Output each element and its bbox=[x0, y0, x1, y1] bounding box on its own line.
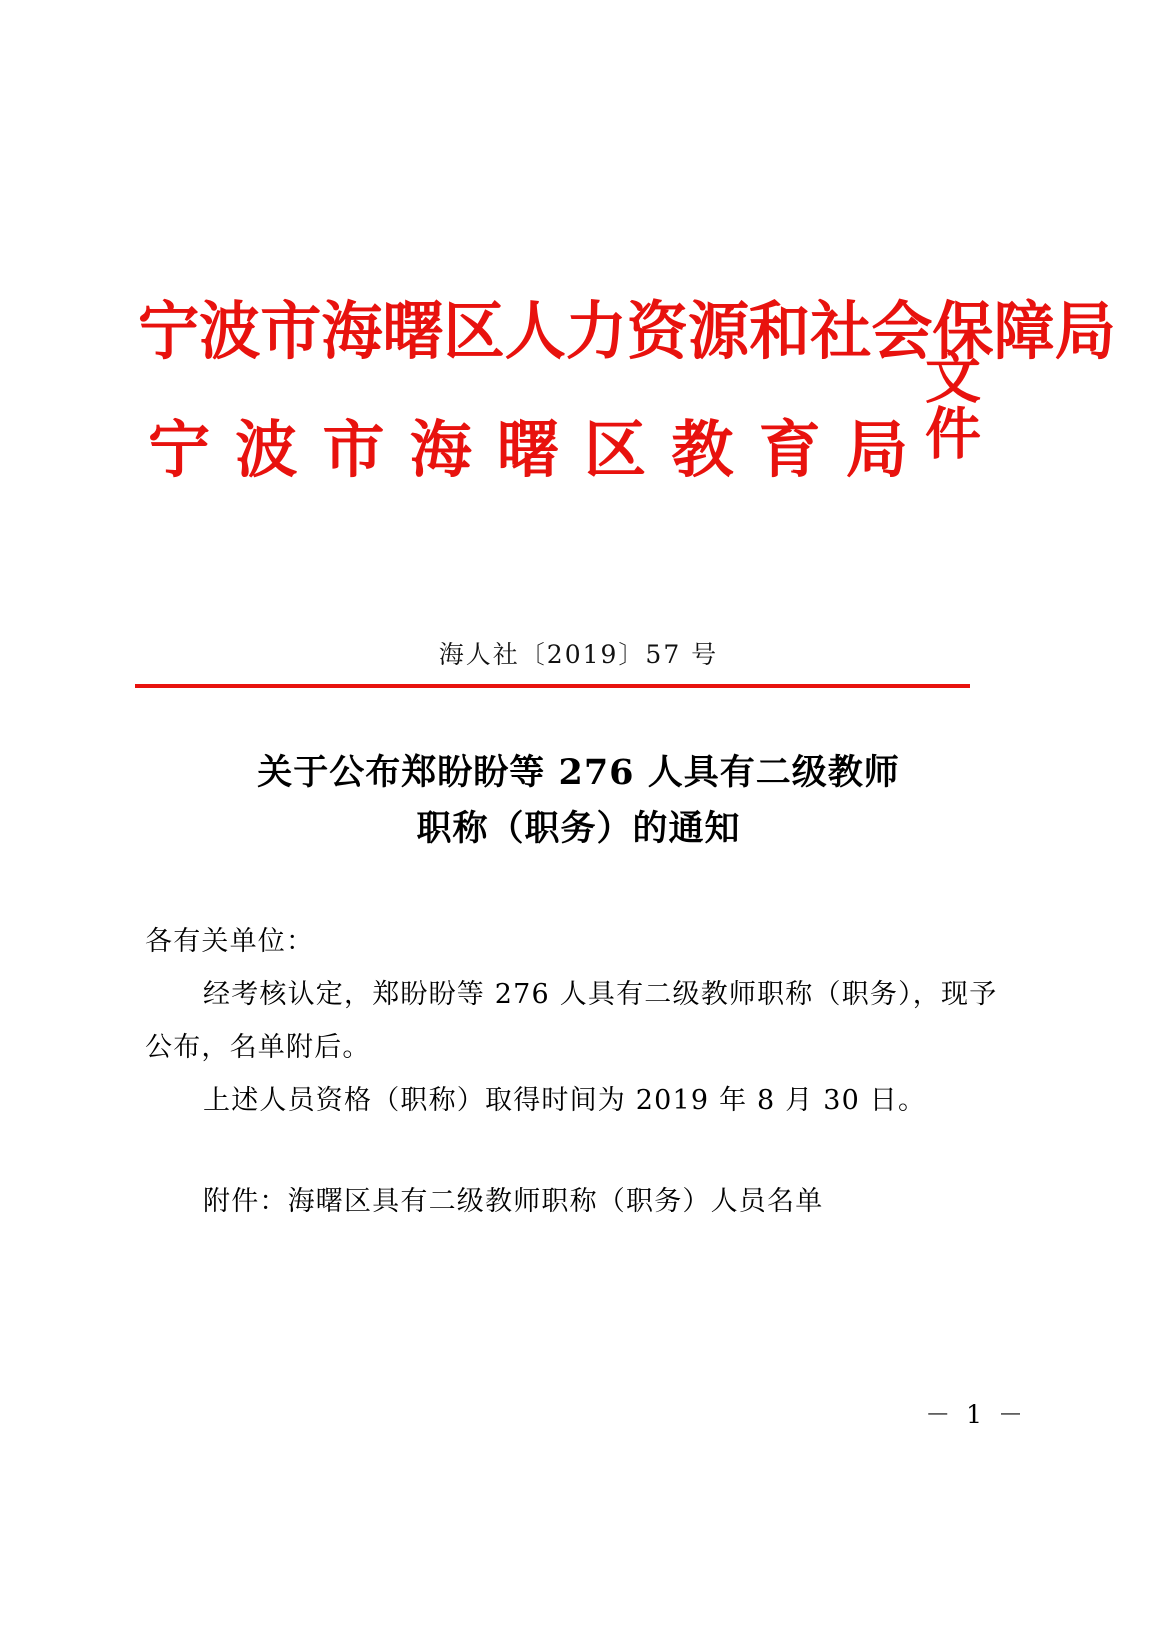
body-paragraph-2: 上述人员资格（职称）取得时间为 2019 年 8 月 30 日。 bbox=[203, 1085, 927, 1116]
org2-char-6: 教 bbox=[671, 413, 734, 486]
org2-char-8: 局 bbox=[845, 413, 908, 486]
issuing-org-line-1: 宁波市海曙区人力资源和社会保障局 bbox=[138, 294, 1116, 368]
document-word-label: 文件 bbox=[916, 348, 982, 460]
org2-char-0: 宁 bbox=[148, 413, 211, 486]
page-number: － 1 － bbox=[925, 1400, 1027, 1429]
org2-char-2: 市 bbox=[322, 413, 385, 486]
salutation: 各有关单位： bbox=[145, 926, 315, 957]
org2-char-4: 曙 bbox=[496, 413, 559, 486]
issuing-org-line-2 bbox=[148, 410, 908, 490]
page-title bbox=[130, 745, 1027, 857]
org2-char-7: 育 bbox=[758, 413, 821, 486]
org2-char-1: 波 bbox=[235, 413, 298, 486]
body-paragraph-1: 经考核认定，郑盼盼等 276 人具有二级教师职称（职务），现予公布，名单附后。 bbox=[145, 979, 998, 1063]
red-divider bbox=[135, 684, 970, 688]
document-number: 海人社〔2019〕57 号 bbox=[438, 640, 719, 669]
org2-char-5: 区 bbox=[584, 413, 647, 486]
attachment-note: 附件：海曙区具有二级教师职称（职务）人员名单 bbox=[203, 1186, 824, 1217]
title-line-1: 关于公布郑盼盼等 276 人具有二级教师 bbox=[257, 752, 900, 793]
document-body bbox=[145, 915, 1015, 1228]
letterhead bbox=[130, 290, 1116, 555]
title-line-2: 职称（职务）的通知 bbox=[416, 808, 741, 849]
org2-char-3: 海 bbox=[409, 413, 472, 486]
